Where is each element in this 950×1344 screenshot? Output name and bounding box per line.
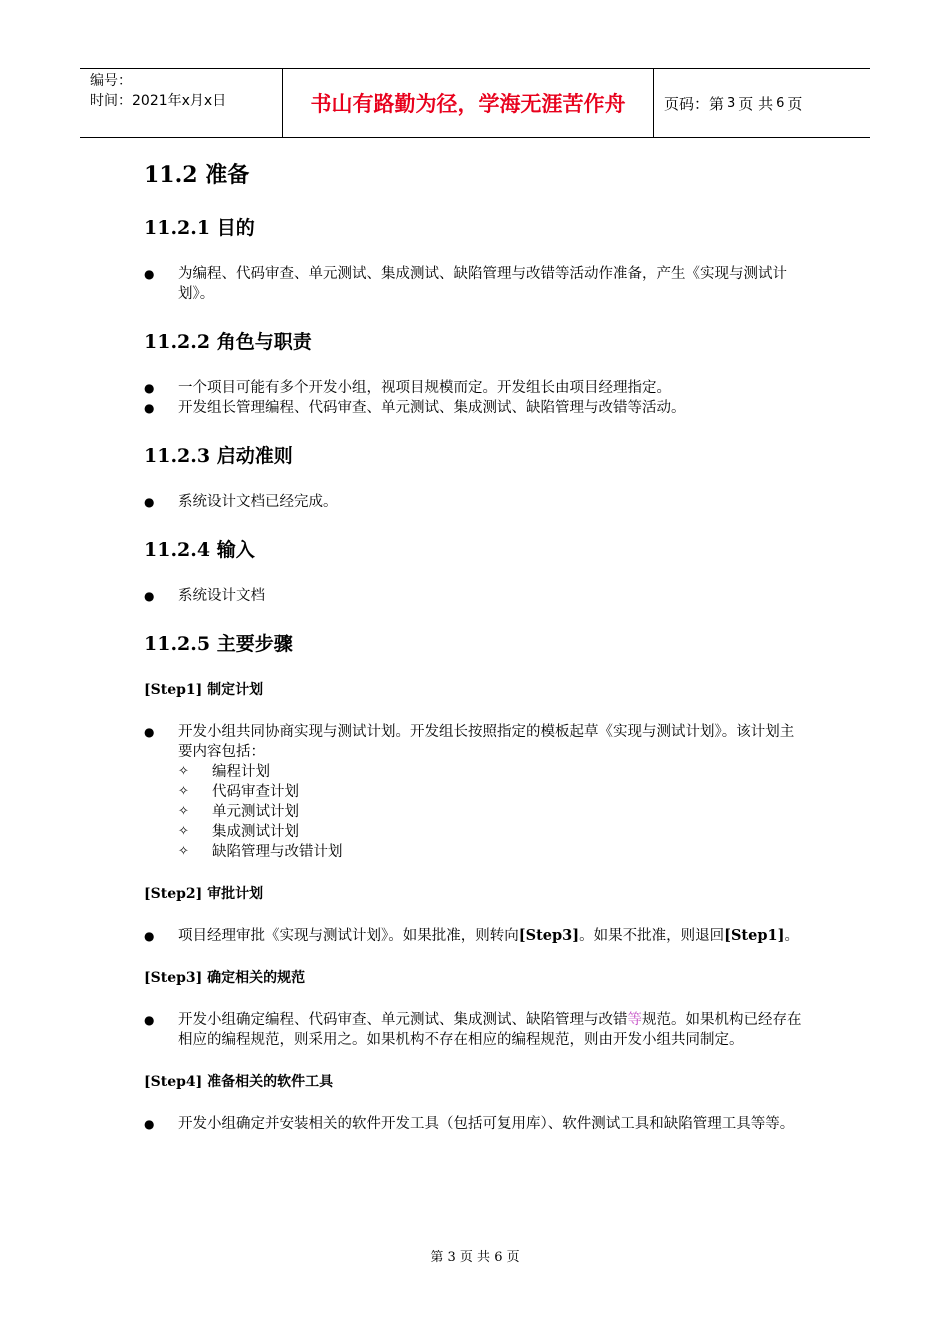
sublist-item: ✧ 缺陷管理与改错计划 xyxy=(178,842,808,862)
sublist-item: ✧ 单元测试计划 xyxy=(178,802,808,822)
list-item: ● 开发组长管理编程、代码审查、单元测试、集成测试、缺陷管理与改错等活动。 xyxy=(144,398,808,418)
sublist-item: ✧ 集成测试计划 xyxy=(178,822,808,842)
step2-title: [Step2] 审批计划 xyxy=(144,886,264,902)
input-list xyxy=(144,586,824,606)
sublist-item: ✧ 代码审查计划 xyxy=(178,782,808,802)
step3-text-a: 开发小组确定编程、代码审查、单元测试、集成测试、缺陷管理与改错 xyxy=(178,1012,628,1028)
list-item xyxy=(144,1010,808,1050)
heading-purpose: 11.2.1 目的 xyxy=(144,217,255,239)
header-time-label: 时间：2021年x月x日 xyxy=(90,93,227,109)
page-footer: 第 3 页 共 6 页 xyxy=(430,1250,520,1265)
header-page-prefix: 页码：第 xyxy=(664,94,725,113)
header-number-label: 编号： xyxy=(90,73,132,89)
heading-roles: 11.2.2 角色与职责 xyxy=(144,331,312,353)
step1-text: 开发小组共同协商实现与测试计划。开发组长按照指定的模板起草《实现与测试计划》。该计划主要内容包括： xyxy=(178,724,795,760)
step1-title: [Step1] 制定计划 xyxy=(144,682,264,698)
step2-ref-step3: [Step3] xyxy=(518,927,580,944)
header-page-mid: 页 共 xyxy=(738,94,774,113)
list-item: ● 一个项目可能有多个开发小组，视项目规模而定。开发组长由项目经理指定。 xyxy=(144,378,808,398)
step2-text-c: 。 xyxy=(784,928,799,944)
list-item: ● 系统设计文档已经完成。 xyxy=(144,492,808,512)
header-page-info xyxy=(654,69,870,137)
purpose-list xyxy=(144,264,824,304)
header-page-total: 6 xyxy=(776,95,785,111)
step4-title: [Step4] 准备相关的软件工具 xyxy=(144,1074,334,1090)
heading-entry-criteria: 11.2.3 启动准则 xyxy=(144,445,293,467)
header-page-suffix: 页 xyxy=(787,94,803,113)
list-item: ● 开发小组确定并安装相关的软件开发工具（包括可复用库）、软件测试工具和缺陷管理工具等等。 xyxy=(144,1114,808,1134)
section-title: 11.2 准备 xyxy=(144,162,250,188)
header-page-current: 3 xyxy=(727,95,736,111)
step1-list xyxy=(144,722,824,862)
document-body xyxy=(144,150,824,1134)
heading-main-steps: 11.2.5 主要步骤 xyxy=(144,633,293,655)
step3-highlight: 等 xyxy=(627,1012,642,1028)
sublist-item: ✧ 编程计划 xyxy=(178,762,808,782)
step2-text-b: 。如果不批准，则退回 xyxy=(579,928,725,944)
step2-ref-step1: [Step1] xyxy=(724,927,785,944)
entry-criteria-list xyxy=(144,492,824,512)
header-meta xyxy=(80,69,282,137)
step2-text-a: 项目经理审批《实现与测试计划》。如果批准，则转向 xyxy=(178,928,519,944)
list-item: ● 为编程、代码审查、单元测试、集成测试、缺陷管理与改错等活动作准备，产生《实现与测试计划》。 xyxy=(144,264,808,304)
step3-title: [Step3] 确定相关的规范 xyxy=(144,970,306,986)
header-motto: 书山有路勤为径，学海无涯苦作舟 xyxy=(282,69,654,137)
page-header xyxy=(80,68,870,138)
step3-list xyxy=(144,1010,824,1050)
step2-list xyxy=(144,926,824,946)
step1-sublist xyxy=(178,762,808,862)
step3-text-b: 规范。如果机构已经存在相应的编程规范，则采用之。如果机构不存在相应的编程规范，则由开发小组共同制定。 xyxy=(178,1012,802,1048)
step4-list xyxy=(144,1114,824,1134)
list-item: ● 系统设计文档 xyxy=(144,586,808,606)
roles-list xyxy=(144,378,824,418)
list-item xyxy=(144,926,808,946)
heading-input: 11.2.4 输入 xyxy=(144,539,255,561)
list-item xyxy=(144,722,808,862)
